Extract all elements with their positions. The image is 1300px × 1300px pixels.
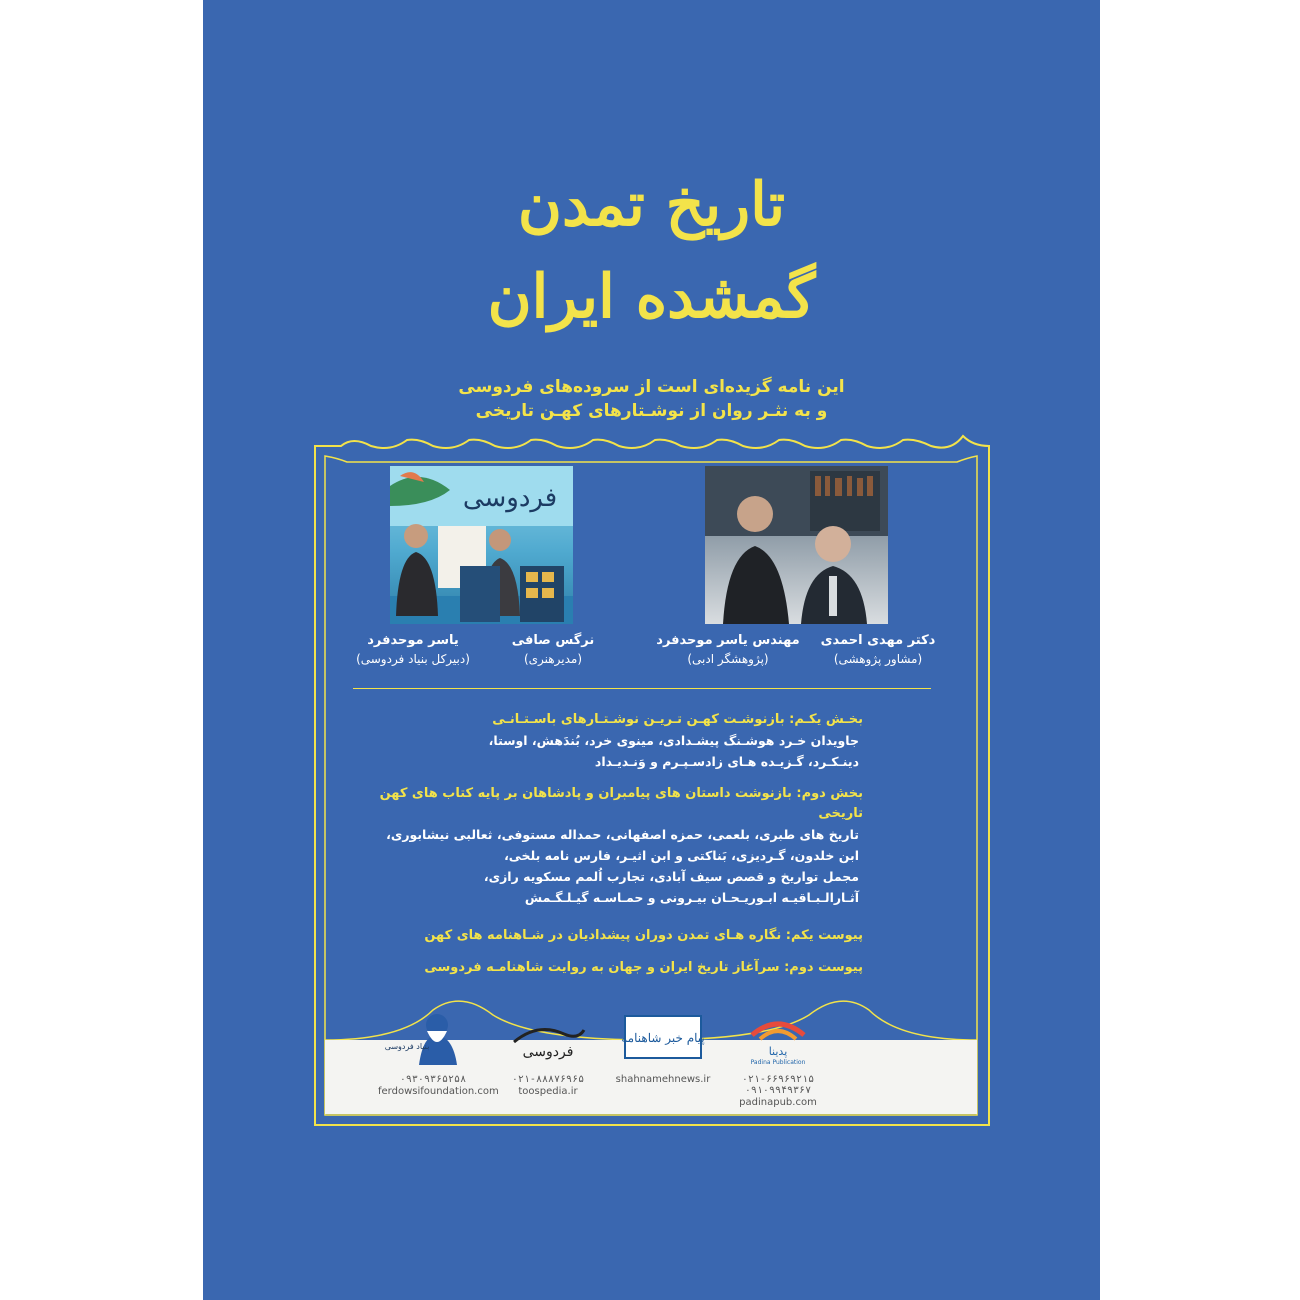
padina-phone: ۰۲۱-۶۶۹۶۹۲۱۵ [741,1074,815,1085]
shahnameh-news-logo-icon [608,1008,718,1066]
cover-title-line1: تاریخ تمدن [517,170,786,240]
shahnameh-news-site: shahnamehnews.ir [615,1074,711,1085]
book-back-cover [203,0,1100,1300]
cover-title-line2: گمشده ایران [487,262,816,332]
logo-ferdowsi-foundation [378,1008,499,1097]
ferdowsi-foundation-phone: ۰۹۳۰۹۳۶۵۲۵۸ [399,1074,467,1085]
person-1 [813,633,943,666]
section-1-line-2: دینـکـرد، گـزیـده هـای زادسـپـرم و وَنـدیـداد [594,754,859,769]
person-1-role: (مشاور پژوهشی) [833,652,923,666]
photo-researchers [705,466,888,624]
section-2-title: بخش دوم: بازنوشت داستان های پیامبران و پادشاهان بر پایه کتاب های کهن تاریخی [379,786,863,821]
appendix-1: پیوست یکم: نگاره هـای تمدن دوران پیشدادیان در شـاهنامه های کهن [424,928,863,943]
intro-line-2: و به نثـر روان از نوشـتارهای کهـن تاریخی [475,401,828,421]
section-2-line-4: آثـارالـبـاقیـه ابـوریـحـان بیـرونی و حمـاسـه گیـلـگـمش [524,890,859,905]
person-2-name: مهندس یاسر موحدفرد [656,633,800,648]
padina-brand-sub: Padina Publication [750,1059,806,1066]
toospedia-site: toospedia.ir [518,1086,578,1097]
logo-padina [723,1008,833,1108]
ferdowsi-calligraphy-icon [493,1008,603,1066]
padina-phone-2: ۰۹۱۰۹۹۴۹۳۶۷ [744,1085,812,1096]
section-1-line-1: جاویدان خـرد هوشـنگ پیشـدادی، مینوی خرد، بُندَهش، اوستا، [488,733,859,748]
padina-site: padinapub.com [739,1097,817,1108]
intro-line-1: این نامه گزیده‌ای است از سروده‌های فردوسی [458,377,845,397]
padina-logo-icon [723,1008,833,1066]
person-3 [503,633,603,666]
section-2-line-2: ابن خلدون، گـردیزی، بَناکتی و ابن اثیـر، فارس نامه بلخی، [504,848,859,863]
toospedia-phone: ۰۲۱-۸۸۸۷۶۹۶۵ [511,1074,585,1085]
shahnameh-news-brand: پیام خبر شاهنامه [621,1031,705,1045]
section-divider [353,688,931,689]
person-4 [333,633,493,666]
logo-shahnameh-news [608,1008,718,1085]
researchers-photo-image [705,466,888,624]
ferdowsi-portrait-icon [378,1008,488,1066]
photo-team [390,466,573,624]
person-1-name: دکتر مهدی احمدی [820,633,936,648]
toospedia-brand: فردوسی [522,1044,574,1060]
person-3-name: نرگس صافی [511,633,595,648]
team-photo-image [390,466,573,624]
section-2-line-1: تاریخ های طبری، بلعمی، حمزه اصفهانی، حمداله مستوفی، ثعالبی نیشابوری، [386,827,859,842]
person-2 [648,633,808,666]
section-1-title: بخـش یکـم: بازنوشـت کهـن تـریـن نوشـتـارهای باسـتـانـی [492,712,863,727]
contents [353,710,863,978]
person-4-name: یاسر موحدفرد [367,633,459,648]
person-3-role: (مدیرهنری) [523,652,582,666]
appendix-2: پیوست دوم: سرآغاز تاریخ ایران و جهان به روایت شاهنامـه فردوسی [424,960,863,975]
svg-text:فردوسی: فردوسی [462,483,558,513]
padina-brand: پدینا [768,1045,788,1058]
person-2-role: (پژوهشگر ادبی) [687,652,769,666]
person-4-role: (دبیرکل بنیاد فردوسی) [356,652,470,666]
ferdowsi-foundation-brand: بنیاد فردوسی [384,1042,430,1051]
section-2-line-3: مجمل تواریخ و قصص سیف آبادی، تجارب اُلمم مسکویه رازی، [483,869,859,884]
ferdowsi-foundation-site: ferdowsifoundation.com [378,1086,499,1097]
logo-toospedia [493,1008,603,1097]
